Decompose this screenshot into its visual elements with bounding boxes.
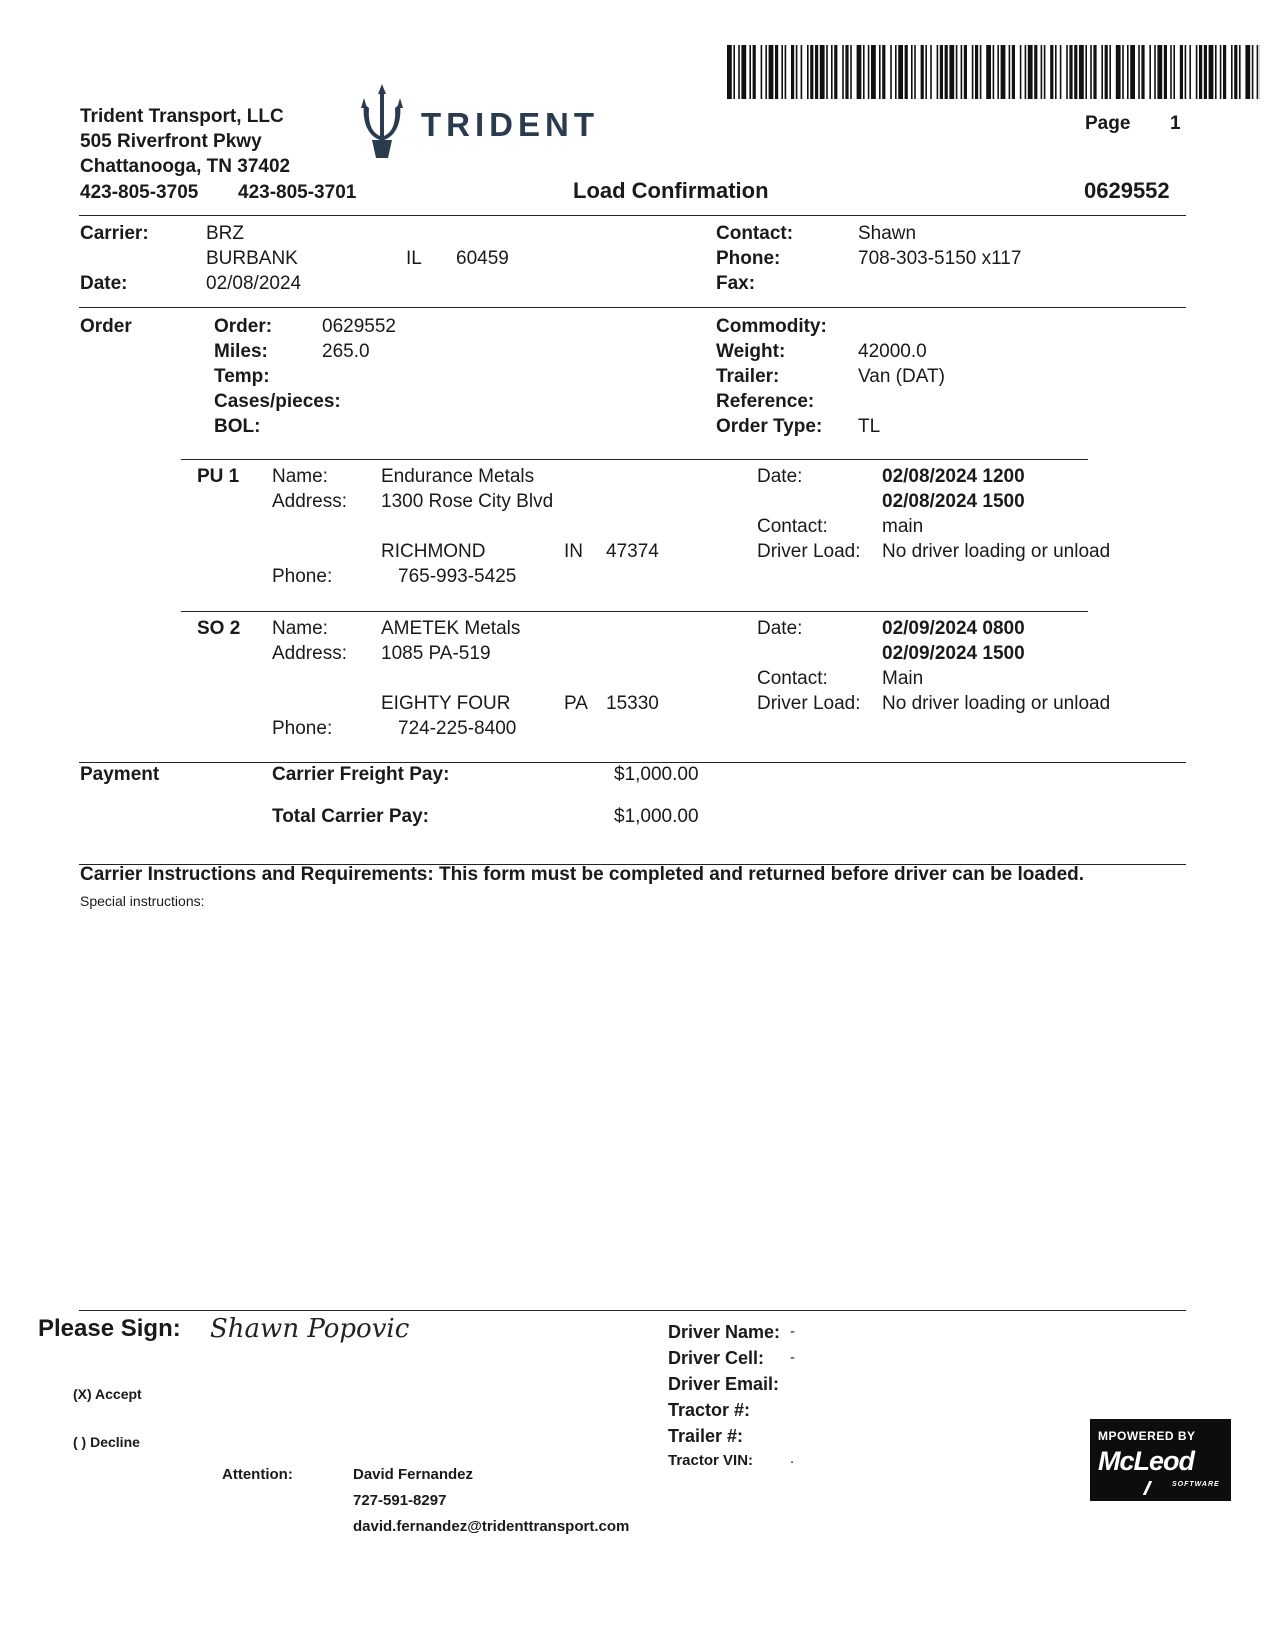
driver-cell-value[interactable]: -	[790, 1349, 795, 1366]
stop-phone: 724-225-8400	[398, 718, 517, 739]
stop-name: Endurance Metals	[381, 466, 535, 487]
divider	[181, 459, 1088, 460]
stop-phone-label: Phone:	[272, 566, 333, 587]
order-type-label: Order Type:	[716, 416, 823, 437]
order-section-label: Order	[80, 316, 132, 337]
mcleod-top-text: MPOWERED BY	[1098, 1429, 1196, 1443]
miles-label: Miles:	[214, 341, 268, 362]
stop-date-start: 02/09/2024 0800	[882, 618, 1025, 639]
stop-code: SO 2	[197, 618, 241, 639]
temp-label: Temp:	[214, 366, 270, 387]
attention-phone: 727-591-8297	[353, 1492, 447, 1509]
phone-label: Phone:	[716, 248, 781, 269]
order-number-label: Order:	[214, 316, 273, 337]
stop-date-end: 02/09/2024 1500	[882, 643, 1025, 664]
trailer-number-label: Trailer #:	[668, 1426, 744, 1446]
stop-state: PA	[564, 693, 588, 714]
stop-zip: 47374	[606, 541, 659, 562]
trailer-label: Trailer:	[716, 366, 780, 387]
stop-state: IN	[564, 541, 583, 562]
stop-contact: main	[882, 516, 924, 537]
stop-contact: Main	[882, 668, 924, 689]
stop-date-end: 02/08/2024 1500	[882, 491, 1025, 512]
stop-zip: 15330	[606, 693, 659, 714]
mcleod-sub-text: SOFTWARE	[1172, 1481, 1220, 1488]
freight-pay-amount: $1,000.00	[614, 764, 699, 785]
instructions-heading: Carrier Instructions and Requirements: This form must be completed and returned before driver can be loaded.	[80, 864, 1085, 885]
commodity-label: Commodity:	[716, 316, 827, 337]
contact-label: Contact:	[716, 223, 794, 244]
decline-option[interactable]: ( ) Decline	[73, 1434, 140, 1450]
barcode	[727, 45, 1260, 99]
stop-date-start: 02/08/2024 1200	[882, 466, 1025, 487]
carrier-city: BURBANK	[206, 248, 298, 269]
tractor-vin-label: Tractor VIN:	[668, 1452, 754, 1469]
company-street: 505 Riverfront Pkwy	[80, 131, 262, 152]
tractor-vin-value[interactable]: .	[790, 1450, 795, 1467]
stop-phone-label: Phone:	[272, 718, 333, 739]
trident-logo-text: TRIDENT	[421, 106, 599, 143]
company-phone-2: 423-805-3701	[238, 182, 357, 203]
stop-name: AMETEK Metals	[381, 618, 521, 639]
driver-email-label: Driver Email:	[668, 1374, 780, 1394]
freight-pay-label: Carrier Freight Pay:	[272, 764, 450, 785]
divider	[79, 307, 1186, 308]
divider	[181, 611, 1088, 612]
stop-address: 1300 Rose City Blvd	[381, 491, 554, 512]
driver-name-label: Driver Name:	[668, 1322, 781, 1342]
stop-address: 1085 PA-519	[381, 643, 491, 664]
tractor-number-label: Tractor #:	[668, 1400, 751, 1420]
divider	[79, 762, 1186, 763]
stop-phone: 765-993-5425	[398, 566, 517, 587]
order-number: 0629552	[322, 316, 396, 337]
mcleod-brand-text: McLeod	[1098, 1446, 1195, 1476]
stop-address-label: Address:	[272, 643, 347, 664]
carrier-state: IL	[406, 248, 422, 269]
driver-name-value[interactable]: -	[790, 1323, 795, 1340]
company-phone-1: 423-805-3705	[80, 182, 199, 203]
stop-driver-load: No driver loading or unload	[882, 693, 1111, 714]
cases-label: Cases/pieces:	[214, 391, 341, 412]
weight-value: 42000.0	[858, 341, 927, 362]
attention-email[interactable]: david.fernandez@tridenttransport.com	[353, 1518, 630, 1535]
total-pay-label: Total Carrier Pay:	[272, 806, 429, 827]
confirmation-number: 0629552	[1084, 178, 1170, 203]
order-type-value: TL	[858, 416, 881, 437]
attention-name: David Fernandez	[353, 1466, 474, 1483]
trailer-value: Van (DAT)	[858, 366, 945, 387]
carrier-label: Carrier:	[80, 223, 149, 244]
mcleod-badge	[1090, 1419, 1231, 1501]
company-name: Trident Transport, LLC	[80, 106, 284, 127]
carrier-contact: Shawn	[858, 223, 917, 244]
mcleod-slash-icon	[1143, 1481, 1153, 1495]
stop-driver-load: No driver loading or unload	[882, 541, 1111, 562]
date-label: Date:	[80, 273, 128, 294]
stop-driver-load-label: Driver Load:	[757, 693, 861, 714]
trident-logo-icon	[358, 82, 406, 160]
special-instructions-label: Special instructions:	[80, 893, 205, 909]
reference-label: Reference:	[716, 391, 815, 412]
page-number: 1	[1170, 113, 1181, 134]
carrier-date: 02/08/2024	[206, 273, 302, 294]
stop-contact-label: Contact:	[757, 516, 828, 537]
attention-label: Attention:	[222, 1466, 293, 1483]
fax-label: Fax:	[716, 273, 756, 294]
page-title: Load Confirmation	[573, 178, 769, 203]
stop-name-label: Name:	[272, 466, 328, 487]
stop-code: PU 1	[197, 466, 240, 487]
divider	[79, 215, 1186, 216]
weight-label: Weight:	[716, 341, 786, 362]
company-city-state-zip: Chattanooga, TN 37402	[80, 156, 291, 177]
page-label: Page	[1085, 113, 1131, 134]
miles-value: 265.0	[322, 341, 370, 362]
please-sign-label: Please Sign:	[38, 1315, 181, 1342]
bol-label: BOL:	[214, 416, 261, 437]
payment-section-label: Payment	[80, 764, 160, 785]
carrier-name: BRZ	[206, 223, 244, 244]
carrier-zip: 60459	[456, 248, 509, 269]
stop-date-label: Date:	[757, 466, 803, 487]
driver-cell-label: Driver Cell:	[668, 1348, 765, 1368]
divider	[79, 1310, 1186, 1311]
stop-city: RICHMOND	[381, 541, 486, 562]
total-pay-amount: $1,000.00	[614, 806, 699, 827]
stop-driver-load-label: Driver Load:	[757, 541, 861, 562]
carrier-phone: 708-303-5150 x117	[858, 248, 1022, 269]
stop-address-label: Address:	[272, 491, 347, 512]
signature[interactable]: Shawn Popovic	[210, 1314, 410, 1344]
stop-contact-label: Contact:	[757, 668, 828, 689]
stop-name-label: Name:	[272, 618, 328, 639]
stop-date-label: Date:	[757, 618, 803, 639]
accept-option[interactable]: (X) Accept	[73, 1386, 142, 1402]
stop-city: EIGHTY FOUR	[381, 693, 511, 714]
